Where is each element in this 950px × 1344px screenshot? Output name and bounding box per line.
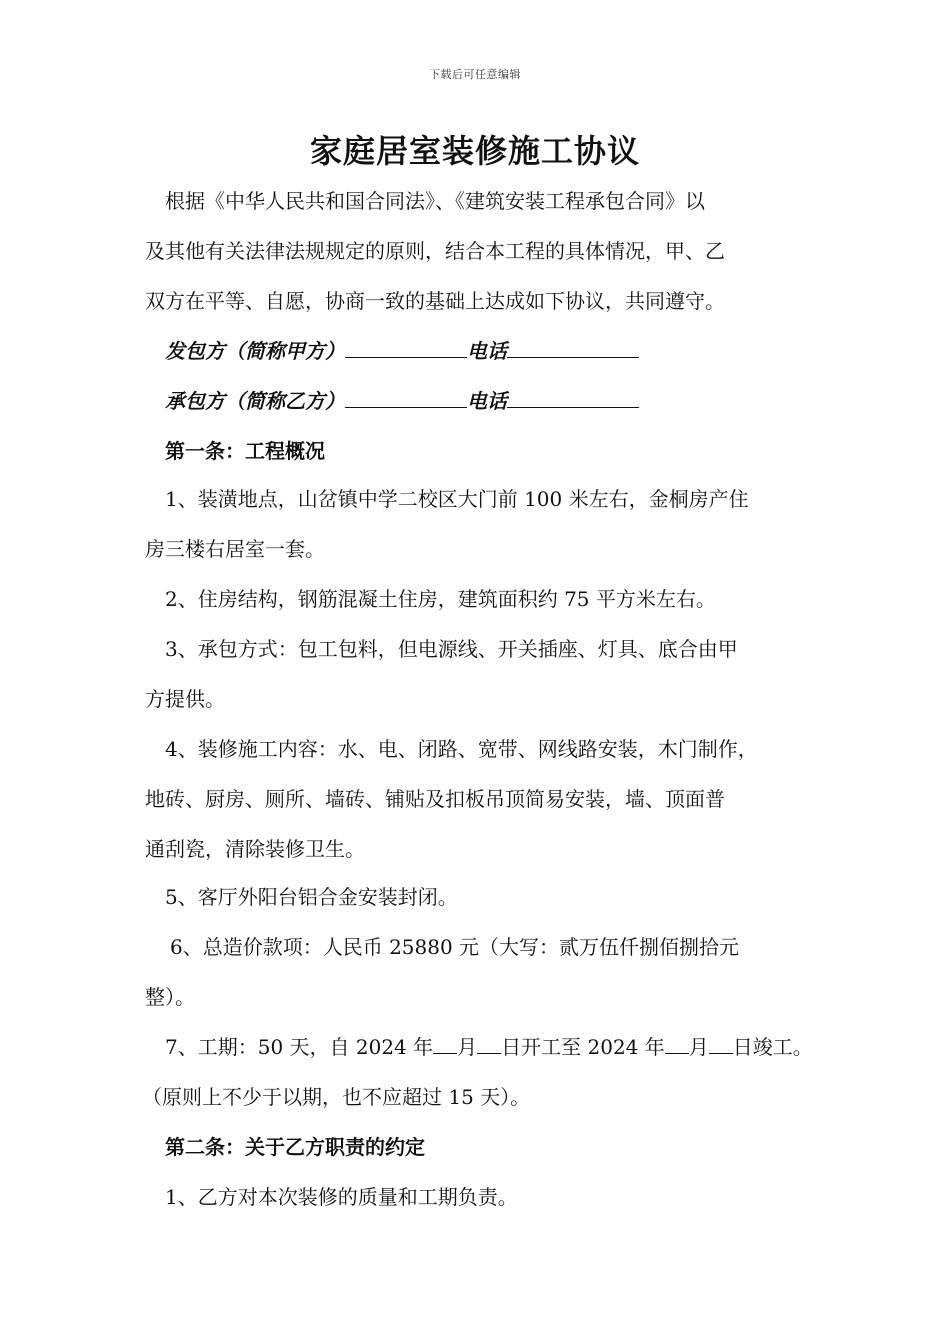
article-2-heading: 第二条：关于乙方职责的约定 bbox=[165, 1135, 425, 1159]
intro-line-1: 根据《中华人民共和国合同法》、《建筑安装工程承包合同》以 bbox=[165, 189, 705, 213]
article-1-heading: 第一条：工程概况 bbox=[165, 439, 325, 463]
party-b-line bbox=[165, 386, 639, 416]
article-1-item-4-line-3: 通刮瓷，清除装修卫生。 bbox=[145, 837, 365, 861]
party-b-name-blank[interactable] bbox=[345, 387, 467, 408]
party-a-line bbox=[165, 336, 639, 366]
item-7-month-2: 月 bbox=[688, 1035, 709, 1059]
article-1-item-2: 2、住房结构，钢筋混凝土住房，建筑面积约 75 平方米左右。 bbox=[165, 587, 716, 611]
article-1-item-5: 5、客厅外阳台铝合金安装封闭。 bbox=[165, 885, 458, 909]
start-day-blank[interactable] bbox=[477, 1035, 501, 1054]
article-1-item-7-line-2: （原则上不少于以期，也不应超过 15 天）。 bbox=[142, 1085, 531, 1109]
article-1-item-3-line-2: 方提供。 bbox=[145, 687, 225, 711]
party-b-phone-label: 电话 bbox=[467, 389, 507, 413]
intro-line-3: 双方在平等、自愿，协商一致的基础上达成如下协议，共同遵守。 bbox=[145, 289, 725, 313]
page-header-note: 下载后可任意编辑 bbox=[429, 68, 521, 81]
article-1-item-6-line-1: 6、总造价款项：人民币 25880 元（大写：贰万伍仟捌佰捌拾元 bbox=[170, 935, 740, 959]
party-b-phone-blank[interactable] bbox=[507, 387, 639, 408]
start-month-blank[interactable] bbox=[433, 1035, 457, 1054]
party-a-phone-label: 电话 bbox=[467, 339, 507, 363]
document-title: 家庭居室装修施工协议 bbox=[309, 132, 640, 170]
article-1-item-7 bbox=[165, 1032, 813, 1062]
item-7-part-3: 日竣工。 bbox=[732, 1035, 813, 1059]
article-1-item-4-line-1: 4、装修施工内容：水、电、闭路、宽带、网线路安装，木门制作， bbox=[165, 737, 758, 761]
end-day-blank[interactable] bbox=[709, 1035, 733, 1054]
article-1-item-3-line-1: 3、承包方式：包工包料，但电源线、开关插座、灯具、底合由甲 bbox=[165, 637, 738, 661]
article-1-item-4-line-2: 地砖、厨房、厕所、墙砖、铺贴及扣板吊顶简易安装，墙、顶面普 bbox=[145, 787, 725, 811]
item-7-month-1: 月 bbox=[457, 1035, 478, 1059]
end-month-blank[interactable] bbox=[665, 1035, 689, 1054]
item-7-part-1: 7、工期：50 天，自 2024 年 bbox=[165, 1035, 434, 1059]
party-b-label: 承包方（简称乙方） bbox=[165, 389, 345, 413]
article-1-item-1-line-1: 1、装潢地点，山岔镇中学二校区大门前 100 米左右，金桐房产住 bbox=[165, 487, 749, 511]
article-1-item-6-line-2: 整）。 bbox=[145, 985, 195, 1009]
item-7-part-2: 日开工至 2024 年 bbox=[501, 1035, 665, 1059]
article-2-item-1: 1、乙方对本次装修的质量和工期负责。 bbox=[165, 1185, 518, 1209]
intro-line-2: 及其他有关法律法规规定的原则，结合本工程的具体情况，甲、乙 bbox=[145, 239, 725, 263]
article-1-item-1-line-2: 房三楼右居室一套。 bbox=[145, 537, 325, 561]
party-a-name-blank[interactable] bbox=[345, 337, 467, 358]
party-a-label: 发包方（简称甲方） bbox=[165, 339, 345, 363]
party-a-phone-blank[interactable] bbox=[507, 337, 639, 358]
